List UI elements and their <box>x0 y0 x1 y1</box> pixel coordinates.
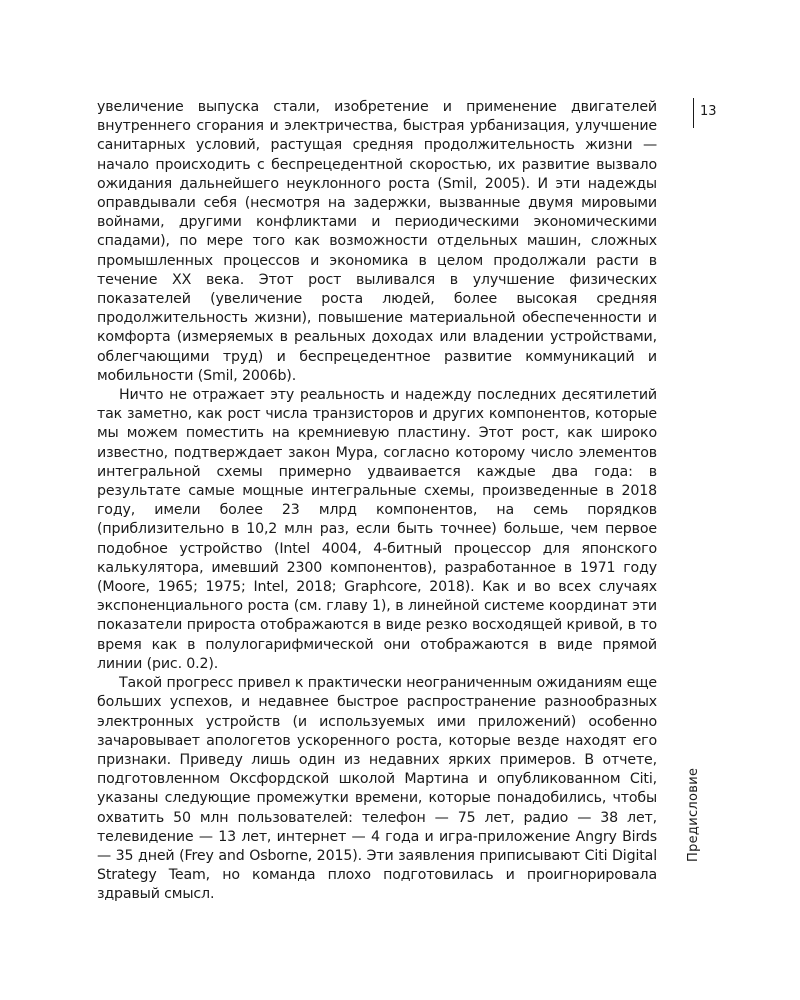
page-number-rule <box>693 98 694 128</box>
paragraph-continuation: увеличение выпуска стали, изобретение и применение двигателей внутреннего сгорания и электричества, быстрая урбанизация, улучшение санитарных условий, растущая средняя продолжительность жизни — начало происходить с беспрецедентной скоростью, их развитие вызвало ожидания дальнейшего неуклонного роста (Smil, 2005). И эти надежды оправдывали себя (несмотря на задержки, вызванные двумя мировыми войнами, другими конфликтами и периодическими экономическими спадами), по мере того как возможности отдельных машин, сложных промышленных процессов и экономика в целом продолжали расти в течение XX века. Этот рост выливался в улучшение физических показателей (увеличение роста людей, более высокая средняя продолжительность жизни), повышение материальной обеспеченности и комфорта (измеряемых в реальных доходах или владении устройствами, облегчающими труд) и беспрецедентное развитие коммуникаций и мобильности (Smil, 2006b). <box>97 99 657 384</box>
paragraph-expectations: Такой прогресс привел к практически неограниченным ожиданиям еще больших успехов, и недавнее быстрое распространение разнообразных электронных устройств (и используемых ими приложений) особенно зачаровывает апологетов ускоренного роста, которые везде находят его признаки. Приведу лишь один из недавних ярких примеров. В отчете, подготовленном Оксфордской школой Мартина и опубликованном Citi, указаны следующие промежутки времени, которые понадобились, чтобы охватить 50 млн пользователей: телефон — 75 лет, радио — 38 лет, телевидение — 13 лет, интернет — 4 года и игра-приложение Angry Birds — 35 дней (Frey and Osborne, 2015). Эти заявления приписывают Citi Digital Strategy Team, но команда плохо подготовилась и проигнорировала здравый смысл. <box>97 675 657 903</box>
body-text <box>97 98 657 905</box>
paragraph-moores-law: Ничто не отражает эту реальность и надежду последних десятилетий так заметно, как рост числа транзисторов и других компонентов, которые мы можем поместить на кремниевую пластину. Этот рост, как широко известно, подтверждает закон Мура, согласно которому число элементов интегральной схемы примерно удваивается каждые два года: в результате самые мощные интегральные схемы, произведенные в 2018 году, имели более 23 млрд компонентов, на семь порядков (приблизительно в 10,2 млн раз, если быть точнее) больше, чем первое подобное устройство (Intel 4004, 4-битный процессор для японского калькулятора, имевший 2300 компонентов), разработанное в 1971 году (Moore, 1965; 1975; Intel, 2018; Graphcore, 2018). Как и во всех случаях экспоненциального роста (см. главу 1), в линейной системе координат эти показатели прироста отображаются в виде резко восходящей кривой, в то время как в полулогарифмической они отображаются в виде прямой линии (рис. 0.2). <box>97 387 657 672</box>
page-number: 13 <box>700 104 717 119</box>
running-section-title: Предисловие <box>686 767 701 862</box>
